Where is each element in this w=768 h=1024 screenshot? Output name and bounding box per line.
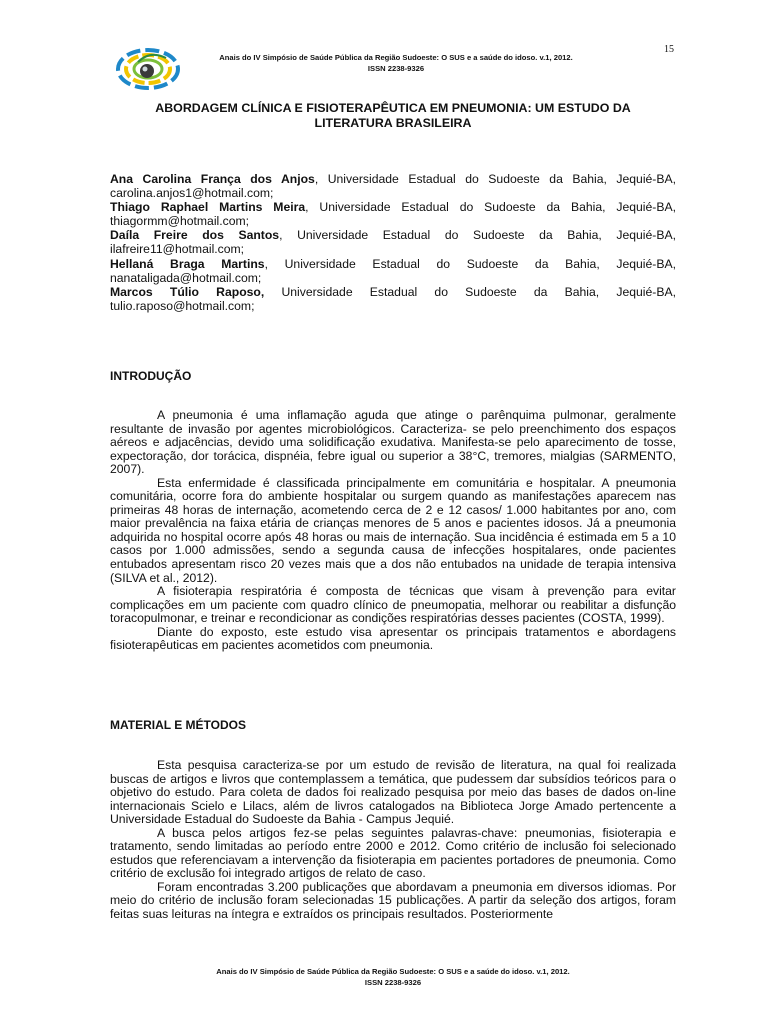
author-affiliation: Universidade Estadual do Sudoeste da Bahia, Jequié-BA,	[264, 284, 676, 299]
body-paragraph: Foram encontradas 3.200 publicações que abordavam a pneumonia em diversos idiomas. Por meio do critério de inclusão foram selecionadas 15 publicações. A partir da seleção dos artigos, foram feitas suas leituras na íntegra e extraídos os principais resultados. Posteriormente	[110, 879, 676, 922]
header-line-1: Anais do IV Simpósio de Saúde Pública da Região Sudoeste: O SUS e a saúde do idoso. v.1, 2012.	[219, 53, 573, 62]
author-line	[110, 200, 676, 214]
body-paragraph: Esta pesquisa caracteriza-se por um estudo de revisão de literatura, na qual foi realizada buscas de artigos e livros que contemplassem a temática, que pudessem dar subsídios teóricos para o objetivo do estudo. Para coleta de dados foi realizado pesquisa por meio das bases de dados on-line internacionais Scielo e Lilacs, além de livros catalogados na Biblioteca Jorge Amado pertencente a Universidade Estadual do Sudoeste da Bahia - Campus Jequié.	[110, 758, 676, 827]
author-affiliation: , Universidade Estadual do Sudoeste da Bahia, Jequié-BA,	[279, 228, 676, 243]
running-footer	[110, 967, 676, 988]
author-line	[110, 172, 676, 186]
author-email: carolina.anjos1@hotmail.com;	[110, 186, 274, 201]
footer-issn: ISSN 2238-9326	[364, 977, 422, 987]
page-number: 15	[664, 44, 674, 55]
header-issn: ISSN 2238-9326	[367, 63, 425, 73]
author-line	[110, 257, 676, 271]
introduction-heading: INTRODUÇÃO	[110, 369, 192, 383]
author-name: Thiago Raphael Martins Meira	[110, 200, 306, 215]
author-affiliation: , Universidade Estadual do Sudoeste da Bahia, Jequié-BA,	[314, 172, 677, 186]
symposium-logo-icon	[110, 40, 186, 96]
title-line-1: ABORDAGEM CLÍNICA E FISIOTERAPÊUTICA EM PNEUMONIA: UM ESTUDO DA	[155, 101, 631, 115]
author-name: Hellaná Braga Martins	[110, 256, 265, 271]
introduction-body	[110, 409, 676, 653]
title-line-2: LITERATURA BRASILEIRA	[314, 116, 472, 130]
author-line	[110, 228, 676, 242]
body-paragraph: A pneumonia é uma inflamação aguda que atinge o parênquima pulmonar, geralmente resultante de invasão por agentes microbiológicos. Caracteriza- se pelo preenchimento dos espaços aéreos e adjacências, devido uma solidificação exudativa. Manifesta-se pelo aparecimento de tosse, expectoração, dor torácica, dispnéia, febre igual ou superior a 38°C, tremores, mialgias (SARMENTO, 2007).	[110, 408, 676, 477]
body-paragraph: Esta enfermidade é classificada principalmente em comunitária e hospitalar. A pneumonia comunitária, ocorre fora do ambiente hospitalar ou surgem quando as manifestações aparecem nas primeiras 48 horas de internação, acometendo cerca de 2 e 12 casos/ 1.000 habitantes por ano, com maior prevalência na faixa etária de crianças menores de 5 anos e pacientes idosos. Já a pneumonia adquirida no hospital ocorre após 48 horas ou mais de internação. Sua incidência é estimada em 5 a 10 casos por 1.000 admissões, sendo a segunda causa de infecções hospitalares, onde pacientes entubados apresentam risco 20 vezes mais que a dos não entubados na unidade de terapia intensiva (SILVA et al., 2012).	[110, 475, 676, 585]
methods-heading: MATERIAL E MÉTODOS	[110, 718, 247, 732]
author-name: Ana Carolina França dos Anjos	[110, 172, 315, 186]
body-paragraph: A busca pelos artigos fez-se pelas seguintes palavras-chave: pneumonias, fisioterapia e tratamento, sendo limitadas ao período entre 2000 e 2012. Como critério de inclusão foi selecionado estudos que referenciavam a intervenção da fisioterapia em pacientes portadores de pneumonia. Como critério de exclusão foi integrado artigos de relato de caso.	[110, 825, 676, 881]
author-name: Marcos Túlio Raposo,	[110, 284, 265, 299]
body-paragraph: Diante do exposto, este estudo visa apresentar os principais tratamentos e abordagens fisioterapêuticas em pacientes acometidos com pneumonia.	[110, 624, 676, 653]
author-affiliation: , Universidade Estadual do Sudoeste da Bahia, Jequié-BA,	[264, 256, 676, 271]
author-line	[110, 285, 676, 299]
running-header	[186, 53, 606, 74]
author-email: tulio.raposo@hotmail.com;	[110, 298, 255, 313]
author-email: thiagormm@hotmail.com;	[110, 214, 250, 229]
body-paragraph: A fisioterapia respiratória é composta de técnicas que visam à prevenção para evitar complicações em um paciente com quadro clínico de pneumopatia, melhorar ou reabilitar a disfunção toracopulmonar, e treinar e recondicionar as condições respiratórias desses pacientes (COSTA, 1999).	[110, 584, 676, 626]
author-email: nanataligada@hotmail.com;	[110, 270, 262, 285]
author-affiliation: , Universidade Estadual do Sudoeste da Bahia, Jequié-BA,	[305, 200, 676, 215]
author-name: Daíla Freire dos Santos	[110, 228, 280, 243]
methods-body	[110, 759, 676, 922]
paper-title	[110, 101, 676, 131]
author-email: ilafreire11@hotmail.com;	[110, 242, 245, 257]
footer-line-1: Anais do IV Simpósio de Saúde Pública da Região Sudoeste: O SUS e a saúde do idoso. v.1, 2012.	[216, 967, 570, 976]
author-list	[110, 172, 676, 313]
